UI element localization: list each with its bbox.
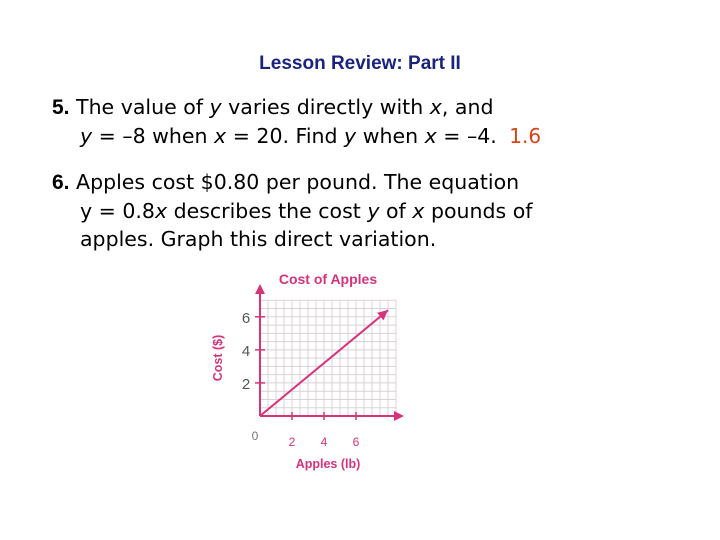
q6-var: y [367, 199, 380, 223]
q5-var: y [80, 124, 93, 148]
y-tick-label: 4 [241, 342, 251, 360]
q5-var: y [209, 95, 222, 119]
y-axis-label: Cost ($) [211, 334, 225, 382]
question-5-answer: 1.6 [509, 124, 542, 148]
q5-var: x [429, 95, 442, 119]
q5-text: varies directly with [221, 95, 430, 119]
lesson-title: Lesson Review: Part II [259, 53, 461, 74]
y-tick-label: 6 [241, 309, 251, 327]
y-axis-arrow [255, 284, 265, 294]
q5-var: x [214, 124, 227, 148]
q6-text: y = 0.8 [80, 199, 155, 223]
chart-title: Cost of Apples [278, 271, 378, 287]
x-axis-label: Apples (lb) [295, 457, 361, 471]
q5-text: = –4. [436, 124, 497, 148]
q5-var: y [344, 124, 357, 148]
q5-var: x [424, 124, 437, 148]
x-tick-label: 4 [320, 435, 328, 449]
q6-text: pounds of [424, 199, 533, 223]
q5-text: , and [441, 95, 494, 119]
question-5-number: 5. [52, 96, 70, 119]
q6-var: x [412, 199, 425, 223]
q6-text: Apples cost $0.80 per pound. The equation [76, 170, 520, 194]
q6-text: describes the cost [167, 199, 368, 223]
q6-text: of [379, 199, 413, 223]
x-tick-label: 2 [288, 435, 296, 449]
x-axis-arrow [394, 411, 404, 421]
x-tick-label: 6 [352, 435, 360, 449]
q6-var: x [154, 199, 168, 223]
origin-label: 0 [251, 429, 259, 443]
question-6-number: 6. [52, 171, 70, 194]
q6-text: apples. Graph this direct variation. [80, 227, 437, 251]
q5-text: The value of [76, 95, 210, 119]
q5-text: when [356, 124, 425, 148]
q5-text: = –8 when [92, 124, 215, 148]
y-tick-label: 2 [241, 375, 251, 393]
q5-text: = 20. Find [226, 124, 345, 148]
